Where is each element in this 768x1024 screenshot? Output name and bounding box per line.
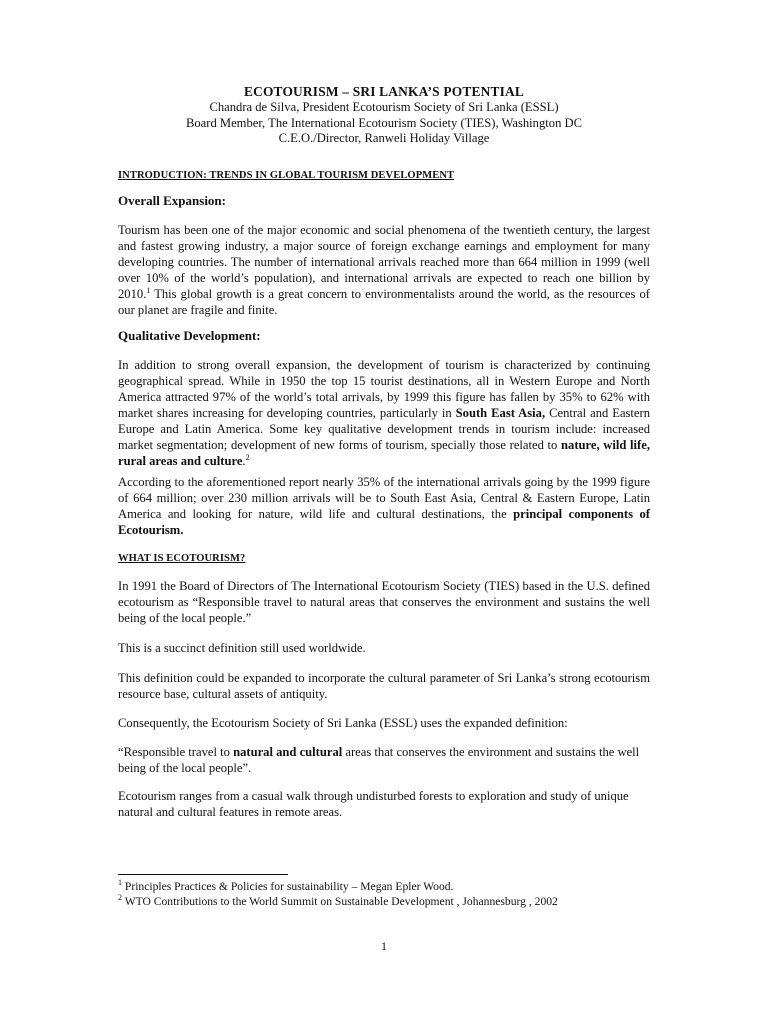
footnote-1 — [118, 880, 650, 894]
footnote-ref-1: 1 — [146, 285, 151, 295]
footnote-mark: 1 — [118, 878, 122, 888]
paragraph-text: Tourism has been one of the major economic and social phenomena of the twentieth century, the largest and fastest growing industry, a major source of foreign exchange earnings and employment for many developing countries. The number of international arrivals reached more than 664 million in 1999 (well over 10% of the world’s population), and international arrivals are expected to reach one billion by 2010. — [118, 223, 650, 301]
paragraph-cultural-parameter: This definition could be expanded to incorporate the cultural parameter of Sri Lanka’s strong ecotourism resource base, cultural assets of antiquity. — [118, 671, 650, 701]
paragraph-text: According to the aforementioned report nearly 35% of the international arrivals going by the 1999 figure of 664 million; over 230 million arrivals will be to South East Asia, Central & Eastern Europe, Latin America and looking for nature, wild life and cultural destinations, the — [118, 475, 650, 521]
emphasis-nature-wildlife: nature, wild life, rural areas and culture — [118, 438, 650, 468]
paragraph-text: . — [242, 454, 246, 468]
subheading-overall-expansion: Overall Expansion: — [118, 193, 226, 208]
paragraph-overall-expansion — [118, 222, 650, 318]
position-line: C.E.O./Director, Ranweli Holiday Village — [278, 131, 490, 145]
author-line: Chandra de Silva, President Ecotourism Society of Sri Lanka (ESSL) — [209, 100, 559, 114]
emphasis-natural-cultural: natural and cultural — [233, 745, 343, 759]
paragraph-qualitative-development — [118, 357, 650, 469]
paragraph-succinct-definition: This is a succinct definition still used worldwide. — [118, 641, 366, 655]
section-heading-what-is-ecotourism: WHAT IS ECOTOURISM? — [118, 553, 246, 564]
footnote-text: Principles Practices & Policies for sustainability – Megan Epler Wood. — [122, 880, 454, 893]
paragraph-essl-definition-intro: Consequently, the Ecotourism Society of Sri Lanka (ESSL) uses the expanded definition: — [118, 716, 568, 730]
footnote-separator — [118, 874, 288, 875]
document-title: ECOTOURISM – SRI LANKA’S POTENTIAL — [243, 84, 525, 99]
paragraph-text: This global growth is a great concern to environmentalists around the world, as the resources of our planet are fragile and finite. — [118, 287, 650, 317]
paragraph-arrivals-report — [118, 474, 650, 538]
paragraph-ecotourism-range: Ecotourism ranges from a casual walk through undisturbed forests to exploration and study of unique natural and cultural features in remote areas. — [118, 789, 629, 819]
emphasis-south-east-asia: South East Asia, — [455, 406, 546, 420]
subheading-qualitative-development: Qualitative Development: — [118, 328, 261, 343]
paragraph-expanded-definition — [118, 744, 650, 776]
paragraph-text: areas that conserves the environment and sustains the well being of the local people”. — [118, 745, 640, 775]
footnote-text: WTO Contributions to the World Summit on Sustainable Development , Johannesburg , 2002 — [122, 895, 558, 908]
affiliation-line: Board Member, The International Ecotourism Society (TIES), Washington DC — [185, 115, 583, 130]
paragraph-text: “Responsible travel to — [118, 745, 234, 759]
footnote-2 — [118, 895, 650, 909]
section-heading-introduction: INTRODUCTION: TRENDS IN GLOBAL TOURISM DEVELOPMENT — [118, 170, 455, 181]
page-number: 1 — [381, 939, 387, 953]
document-header — [118, 84, 650, 147]
paragraph-text: Central and Eastern Europe and Latin America. Some key qualitative development trends in tourism include: increased market segmentation; development of new forms of tourism, specially those related to — [118, 406, 651, 452]
emphasis-principal-components: principal components of Ecotourism. — [118, 507, 650, 537]
paragraph-ties-definition: In 1991 the Board of Directors of The International Ecotourism Society (TIES) based in the U.S. defined ecotourism as “Responsible travel to natural areas that conserves the environment and sustains the well being of the local people.” — [118, 579, 650, 625]
footnote-mark: 2 — [118, 893, 122, 903]
footnote-ref-2: 2 — [245, 452, 250, 462]
paragraph-text: In addition to strong overall expansion, the development of tourism is characterized by continuing geographical spread. While in 1950 the top 15 tourist destinations, all in Western Europe and North America attracted 97% of the world’s total arrivals, by 1999 this figure has fallen by 35% to 62% with market shares increasing for developing countries, particularly in — [118, 358, 650, 420]
